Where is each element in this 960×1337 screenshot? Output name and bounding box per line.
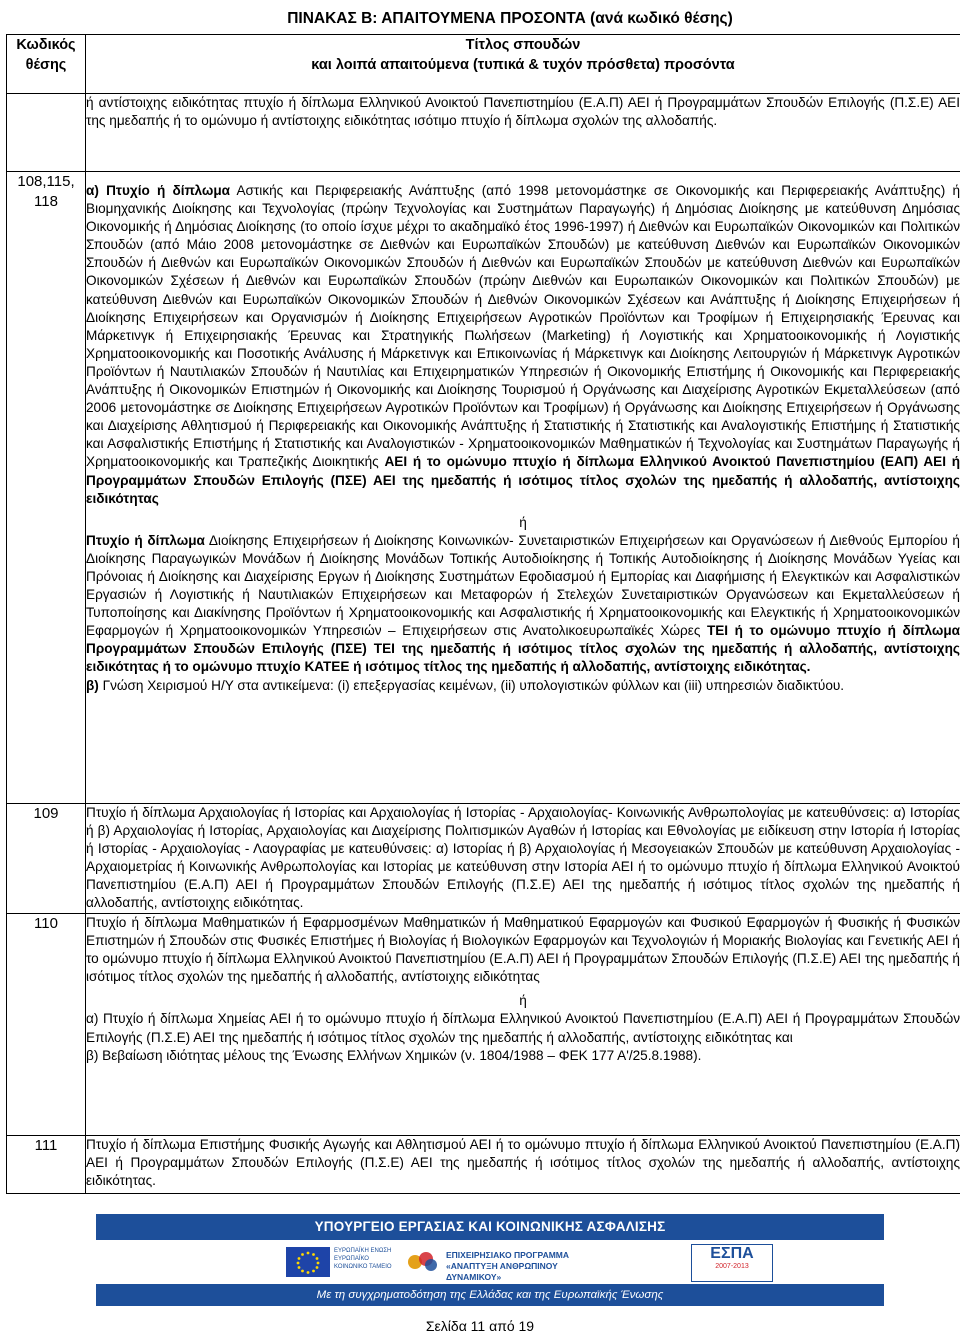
programme-mark-icon [406,1249,440,1275]
espa-logo: ΕΣΠΑ 2007-2013 [691,1244,773,1282]
qualification-text: Πτυχίο ή δίπλωμα Αρχαιολογίας ή Ιστορίας και Αρχαιολογίας ή Ιστορίας - Αρχαιολογίας- Κοινωνικής Ανθρωπολογίας με κατευθύνσεις: α) Ιστορίας ή β) Αρχαιολογίας ή Ιστορίας, Αρχαιολογίας και Διαχείρισης Πολιτισμικών Αγαθών ή Ιστορίας και Εθνολογίας με ειδίκευση στην Ιστορία ή Ιστορίας ή Ιστορίας - Αρχαιολογίας - Λαογραφίας με κατευθύνσεις: α) Ιστορίας ή β) Αρχαιολογίας ή Μεσογειακών Σπουδών με κατεύθυνση Αρχαιολογίας - Αρχαιομετρίας ή Κοινωνικής Ανθρωπολογίας και Ιστορίας με κατεύθυνση στην Ιστορία ΑΕΙ ή το ομώνυμο πτυχίο ή δίπλωμα Ελληνικού Ανοικτού Πανεπιστημίου (Ε.Α.Π) ΑΕΙ ή Προγραμμάτων Σπουδών Επιλογής (Π.Σ.Ε) ΑΕΙ της ημεδαπής ή ισότιμος τίτλος σχολών της ημεδαπής ή αλλοδαπής, αντίστοιχης ειδικότητας. [86,804,960,914]
qualification-text: Πτυχίο ή δίπλωμα Επιστήμης Φυσικής Αγωγής και Αθλητισμού ΑΕΙ ή το ομώνυμο πτυχίο ή δίπλωμα Ελληνικού Ανοικτού Πανεπιστημίου (Ε.Α.Π) ΑΕΙ ή Προγραμμάτων Σπουδών Επιλογής (Π.Σ.Ε) ΑΕΙ της ημεδαπής ή ισότιμος τίτλος σχολών της ημεδαπής ή αλλοδαπής, αντίστοιχης ειδικότητας. [86,1136,960,1194]
position-code [7,94,86,172]
table-row [7,1136,960,1194]
qualification-text: α) Πτυχίο ή δίπλωμα Αστικής και Περιφερειακής Ανάπτυξης (από 1998 μετονομάστηκε σε Οικονομικής και Περιφερειακής Ανάπτυξης) ή Βιομηχανικής Διοίκησης και Τεχνολογίας (πρώην Τεχνολογίας και Συστημάτων Παραγωγής) ή Δημόσιας Διοίκησης με κατεύθυνση Δημόσιας Οικονομικής ή Δημόσιας Διοίκησης (το οποίο ίσχυε μέχρι το ακαδημαϊκό έτος 1996-1997) ή Διεθνών και Ευρωπαϊκών Οικονομικών και Πολιτικών Σπουδών (από Μάιο 2008 μετονομάστηκε σε Διεθνών και Ευρωπαϊκών Σπουδών) με κατεύθυνση Διεθνών και Ευρωπαϊκών Οικονομικών Σπουδών ή Διεθνών και Ευρωπαϊκών Οικονομικών Σπουδών ή Διεθνών και Ευρωπαϊκών Σπουδών με κατεύθυνση Διεθνών και Ευρωπαϊκών Οικονομικών Σχέσεων ή Διεθνών και Ευρωπαϊκών Σπουδών (πρώην Διεθνών και Ευρωπαικών Οικονομικών και Πολιτικών Σπουδών) με κατεύθυνση Διεθνών και Ευρωπαϊκών Οικονομικών Σπουδών ή Διεθνών Οικονομικών Σχέσεων και Ανάπτυξης ή Διοίκησης Επιχειρήσεων ή Διοίκησης Επιχειρήσεων και Οργανισμών ή Διοίκησης Επιχειρήσεων Αγροτικών Προϊόντων και Τροφίμων ή Επιχειρησιακής Έρευνας και Μάρκετινγκ ή Επιχειρησιακής Έρευνας και Στρατηγικής Πωλήσεων (Marketing) ή Λογιστικής και Χρηματοοικονομικής ή Λογιστικής Χρηματοοικονομικής και Ποσοτικής Ανάλυσης ή Μάρκετινγκ και Επικοινωνίας ή Μάρκετινγκ και Διοίκησης Λειτουργιών ή Μάρκετινγκ Αγροτικών Προϊόντων ή Ναυτιλιακών Σπουδών ή Ναυτιλίας και Επιχειρηματικών Υπηρεσιών ή Οικονομικής Επιστήμης ή Οικονομικής και Περιφερειακής Ανάπτυξης ή Οικονομικών Επιστημών ή Οικονομικής και Διοίκησης Τουρισμού ή Οργάνωσης και Διαχείρισης Αγροτικών Εκμεταλλεύσεων (από 2006 μετονομάστηκε σε Διοίκησης Επιχειρήσεων Αγροτικών Προϊόντων και Τροφίμων) ή Οργάνωσης και Διοίκησης Επιχειρήσεων ή Οργάνωσης και Διαχείρισης Αθλητισμού ή Περιφερειακής και Οικονομικής Ανάπτυξης ή Στατιστικής ή Στατιστικής και Αναλογιστικής Επιστήμης ή Στατιστικής και Ασφαλιστικής Επιστήμης ή Στατιστικής και Αναλογιστικών - Χρηματοοικονομικών Μαθηματικών ή Τεχνολογίας και Συστημάτων Παραγωγής ή Χρηματοοικονομικής και Τραπεζικής Διοικητικής ΑΕΙ ή το ομώνυμο πτυχίο ή δίπλωμα Ελληνικού Ανοικτού Πανεπιστημίου (ΕΑΠ) ΑΕΙ ή Προγραμμάτων Σπουδών Επιλογής (ΠΣΕ) ΑΕΙ της ημεδαπής ή ισότιμος τίτλος σχολών της ημεδαπής ή αλλοδαπής, αντίστοιχης ειδικότητας ή Πτυχίο ή δίπλωμα Διοίκησης Επιχειρήσεων ή Διοίκησης Κοινωνικών- Συνεταιριστικών Επιχειρήσεων και Οργανώσεων ή Διεθνούς Εμπορίου ή Διοίκησης Παραγωγικών Μονάδων ή Διοίκησης Μονάδων Τοπικής Αυτοδιοίκησης ή Τοπικής Αυτοδιοίκησης ή Διοίκησης Μονάδων Υγείας και Πρόνοιας ή Διοίκησης και Διαχείρισης Εργων ή Διοίκησης Συστημάτων Εφοδιασμού ή Εμπορίας και Διαφήμισης ή Ελεγκτικών και Ασφαλιστικών Εργασιών ή Λογιστικής ή Ναυτιλιακών Επιχειρήσεων και Μεταφορών ή Στελεχών Συνεταιριστικών Οργανώσεων και Εκμεταλλεύσεων ή Τυποποίησης και Διακίνησης Προϊόντων ή Χρηματοοικονομικής και Ασφαλιστικής ή Χρηματοοικονομικής και Ελεγκτικής ή Χρηματοοικονομικών Εφαρμογών ή Χρηματοοικονομικών Υπηρεσιών – Επιχειρήσεων στις Ανατολικοευρωπαϊκές Χώρες ΤΕΙ ή το ομώνυμο πτυχίο ή δίπλωμα Προγραμμάτων Σπουδών Επιλογής (ΠΣΕ) ΤΕΙ της ημεδαπής ή ισότιμος τίτλος σχολών της ημεδαπής ή αλλοδαπής, αντίστοιχης ειδικότητας ή το ομώνυμο πτυχίο ΚΑΤΕΕ ή ισότιμος τίτλος της ημεδαπής ή αλλοδαπής, αντίστοιχης ειδικότητας. β) Γνώση Χειρισμού Η/Υ στα αντικείμενα: (i) επεξεργασίας κειμένων, (ii) υπολογιστικών φύλλων και (iii) υπηρεσιών διαδικτύου. [86,172,960,804]
eu-label: ΕΥΡΩΠΑΪΚΗ ΕΝΩΣΗ ΕΥΡΩΠΑΪΚΟ ΚΟΙΝΩΝΙΚΟ ΤΑΜΕΙΟ [334,1248,392,1270]
position-code: 111 [7,1136,86,1194]
table-header-row [7,35,960,94]
position-code: 110 [7,914,86,1136]
page-title: ΠΙΝΑΚΑΣ Β: ΑΠΑΙΤΟΥΜΕΝΑ ΠΡΟΣΟΝΤΑ (ανά κωδικό θέσης) [287,10,733,27]
qualifications-table [6,34,960,1194]
eu-flag-icon [286,1247,330,1277]
cofinanced-strip: Με τη συγχρηματοδότηση της Ελλάδας και της Ευρωπαϊκής Ένωσης [96,1284,884,1306]
qualification-text: ή αντίστοιχης ειδικότητας πτυχίο ή δίπλωμα Ελληνικού Ανοικτού Πανεπιστημίου (Ε.Α.Π) ΑΕΙ ή Προγραμμάτων Σπουδών Επιλογής (Π.Σ.Ε) ΑΕΙ της ημεδαπής ή το ομώνυμο ή αντίστοιχης ειδικότητας ισότιμο πτυχίο ή δίπλωμα σχολών της αλλοδαπής. [86,94,960,172]
table-row [7,914,960,1136]
code-column-header: Κωδικός θέσης [7,35,86,94]
programme-logo: ΕΠΙΧΕΙΡΗΣΙΑΚΟ ΠΡΟΓΡΑΜΜΑ «ΑΝΑΠΤΥΞΗ ΑΝΘΡΩΠΙΝΟΥ ΔΥΝΑΜΙΚΟΥ» [406,1246,596,1278]
ministry-band: ΥΠΟΥΡΓΕΙΟ ΕΡΓΑΣΙΑΣ ΚΑΙ ΚΟΙΝΩΝΙΚΗΣ ΑΣΦΑΛΙΣΗΣ [96,1214,884,1240]
page-number: Σελίδα 11 από 19 [425,1318,535,1334]
qualification-text: Πτυχίο ή δίπλωμα Μαθηματικών ή Εφαρμοσμένων Μαθηματικών ή Μαθηματικού Εφαρμογών και Φυσικού Εφαρμογών ή Φυσικής ή Φυσικών Επιστημών ή Σπουδών στις Φυσικές Επιστήμες ή Βιολογίας ή Βιολογικών Εφαρμογών και Τεχνολογιών ή Μοριακής Βιολογίας και Γενετικής ΑΕΙ ή το ομώνυμο πτυχίο ή δίπλωμα Ελληνικού Ανοικτού Πανεπιστημίου (Ε.Α.Π) ΑΕΙ ή Προγραμμάτων Σπουδών Επιλογής (Π.Σ.Ε) ΑΕΙ της ημεδαπής ή ισότιμος τίτλος σχολών της ημεδαπής ή αλλοδαπής, αντίστοιχης ειδικότητας ή α) Πτυχίο ή δίπλωμα Χημείας ΑΕΙ ή το ομώνυμο πτυχίο ή δίπλωμα Ελληνικού Ανοικτού Πανεπιστημίου (Ε.Α.Π) ΑΕΙ ή Προγραμμάτων Σπουδών Επιλογής (Π.Σ.Ε) ΑΕΙ της ημεδαπής ή ισότιμος τίτλος σχολών της ημεδαπής ή αλλοδαπής, αντίστοιχης ειδικότητας και β) Βεβαίωση ιδιότητας μέλους της Ένωσης Ελλήνων Χημικών (ν. 1804/1988 – ΦΕΚ 177 Α'/25.8.1988). [86,914,960,1136]
position-code: 109 [7,804,86,914]
table-row [7,172,960,804]
table-row [7,804,960,914]
table-row [7,94,960,172]
logos-strip [96,1240,884,1284]
position-code: 108,115, 118 [7,172,86,804]
cofunding-banner [96,1214,884,1306]
title-column-header: Τίτλος σπουδών και λοιπά απαιτούμενα (τυπικά & τυχόν πρόσθετα) προσόντα [86,35,960,94]
